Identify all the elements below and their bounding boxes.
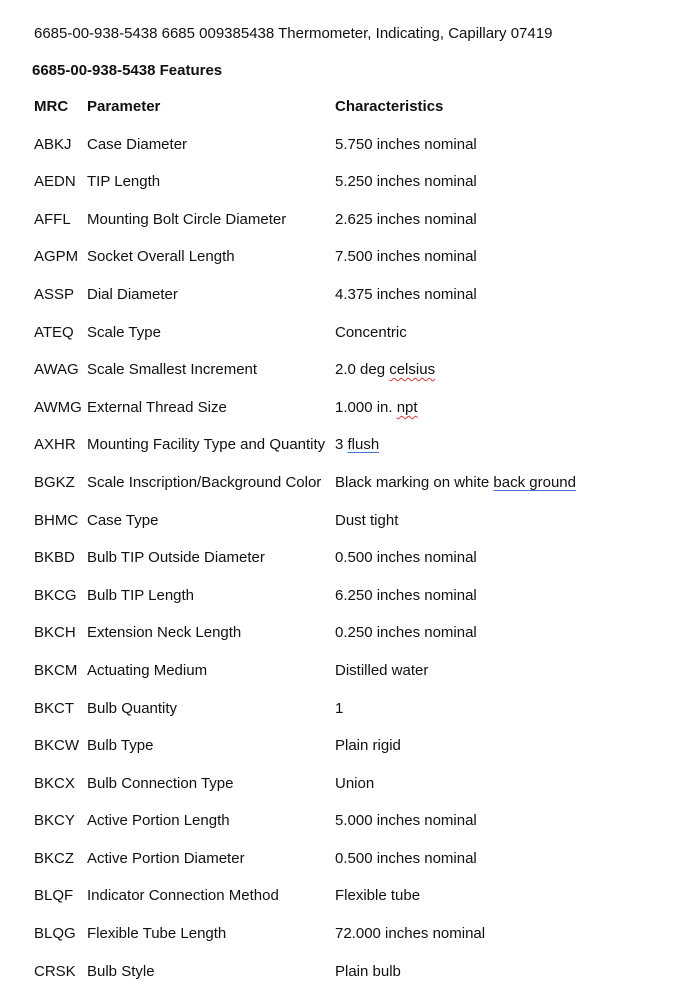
mrc-cell: ABKJ [34,135,72,153]
table-row [34,587,654,625]
table-row [34,662,654,700]
table-body [34,136,654,1000]
characteristics-cell: 5.750 inches nominal [335,135,477,153]
mrc-cell: AFFL [34,210,71,228]
table-row [34,248,654,286]
characteristics-cell: 0.250 inches nominal [335,624,477,642]
mrc-cell: AXHR [34,436,76,454]
table-row [34,850,654,888]
characteristics-cell: 1 [335,699,344,717]
mrc-cell: BKCW [34,737,79,755]
table-row [34,361,654,399]
parameter-cell: Bulb Style [87,962,155,980]
mrc-cell: BLQF [34,887,74,905]
parameter-cell: Extension Neck Length [87,624,242,642]
characteristics-cell: 0.500 inches nominal [335,549,477,567]
parameter-cell: Dial Diameter [87,285,178,303]
characteristics-cell: 0.500 inches nominal [335,849,477,867]
characteristics-cell: Plain bulb [335,962,401,980]
characteristics-cell: Dust tight [335,511,399,529]
table-row [34,512,654,550]
characteristics-cell: 7.500 inches nominal [335,248,477,266]
table-row [34,925,654,963]
characteristics-cell: 72.000 inches nominal [335,925,486,943]
mrc-cell: BHMC [34,511,79,529]
table-row [34,286,654,324]
grammar-mark: back ground [493,473,576,491]
parameter-cell: Bulb Quantity [87,699,178,717]
table-row [34,812,654,850]
header-characteristics: Characteristics [335,98,444,115]
characteristics-cell: 5.250 inches nominal [335,173,477,191]
header-mrc: MRC [34,98,69,115]
parameter-cell: Indicator Connection Method [87,887,279,905]
characteristics-cell: Concentric [335,323,407,341]
mrc-cell: BKCY [34,812,75,830]
parameter-cell: Mounting Bolt Circle Diameter [87,210,287,228]
spelling-mark: celsius [389,361,436,379]
mrc-cell: AWAG [34,361,79,379]
characteristics-cell: 2.0 deg celsius [335,361,436,379]
parameter-cell: Scale Smallest Increment [87,361,258,379]
table-row [34,737,654,775]
table-row [34,399,654,437]
table-row [34,549,654,587]
characteristics-cell: 2.625 inches nominal [335,210,477,228]
mrc-cell: CRSK [34,962,76,980]
table-row [34,887,654,925]
parameter-cell: Flexible Tube Length [87,925,227,943]
parameter-cell: Active Portion Length [87,812,230,830]
table-row [34,775,654,813]
characteristics-cell: 1.000 in. npt [335,398,418,416]
table-row [34,624,654,662]
mrc-cell: BKBD [34,549,75,567]
mrc-cell: ATEQ [34,323,74,341]
parameter-cell: Case Type [87,511,159,529]
table-row [34,474,654,512]
characteristics-cell: Black marking on white back ground [335,473,576,491]
title-line: 6685-00-938-5438 6685 009385438 Thermometer, Indicating, Capillary 07419 [34,25,553,42]
characteristics-cell: 5.000 inches nominal [335,812,477,830]
mrc-cell: AGPM [34,248,79,266]
mrc-cell: BLQG [34,925,76,943]
characteristics-cell: Plain rigid [335,737,401,755]
parameter-cell: Scale Inscription/Background Color [87,473,322,491]
mrc-cell: AEDN [34,173,76,191]
features-heading: 6685-00-938-5438 Features [32,62,223,79]
parameter-cell: Socket Overall Length [87,248,235,266]
parameter-cell: Bulb TIP Outside Diameter [87,549,265,567]
table-header-row [34,98,654,136]
parameter-cell: External Thread Size [87,398,227,416]
parameter-cell: Bulb TIP Length [87,586,195,604]
parameter-cell: Mounting Facility Type and Quantity [87,436,326,454]
characteristics-cell: 3 flush [335,436,380,454]
table-row [34,136,654,174]
parameter-cell: Active Portion Diameter [87,849,245,867]
characteristics-cell: Union [335,774,375,792]
characteristics-cell: 4.375 inches nominal [335,285,477,303]
mrc-cell: BKCG [34,586,77,604]
parameter-cell: Scale Type [87,323,161,341]
mrc-cell: BKCZ [34,849,75,867]
mrc-cell: BKCM [34,661,78,679]
parameter-cell: Actuating Medium [87,661,208,679]
header-parameter: Parameter [87,98,161,115]
table-row [34,436,654,474]
table-row [34,700,654,738]
table-row [34,173,654,211]
table-row [34,963,654,1000]
characteristics-cell: Flexible tube [335,887,421,905]
mrc-cell: BKCT [34,699,75,717]
mrc-cell: AWMG [34,398,82,416]
parameter-cell: Bulb Connection Type [87,774,234,792]
parameter-cell: Case Diameter [87,135,188,153]
parameter-cell: TIP Length [87,173,161,191]
parameter-cell: Bulb Type [87,737,154,755]
mrc-cell: BKCX [34,774,75,792]
grammar-mark: flush [347,436,380,454]
table-row [34,211,654,249]
mrc-cell: BGKZ [34,473,75,491]
features-table [34,98,654,1000]
characteristics-cell: 6.250 inches nominal [335,586,477,604]
mrc-cell: BKCH [34,624,76,642]
table-row [34,324,654,362]
characteristics-cell: Distilled water [335,661,429,679]
mrc-cell: ASSP [34,285,75,303]
spelling-mark: npt [396,398,418,416]
